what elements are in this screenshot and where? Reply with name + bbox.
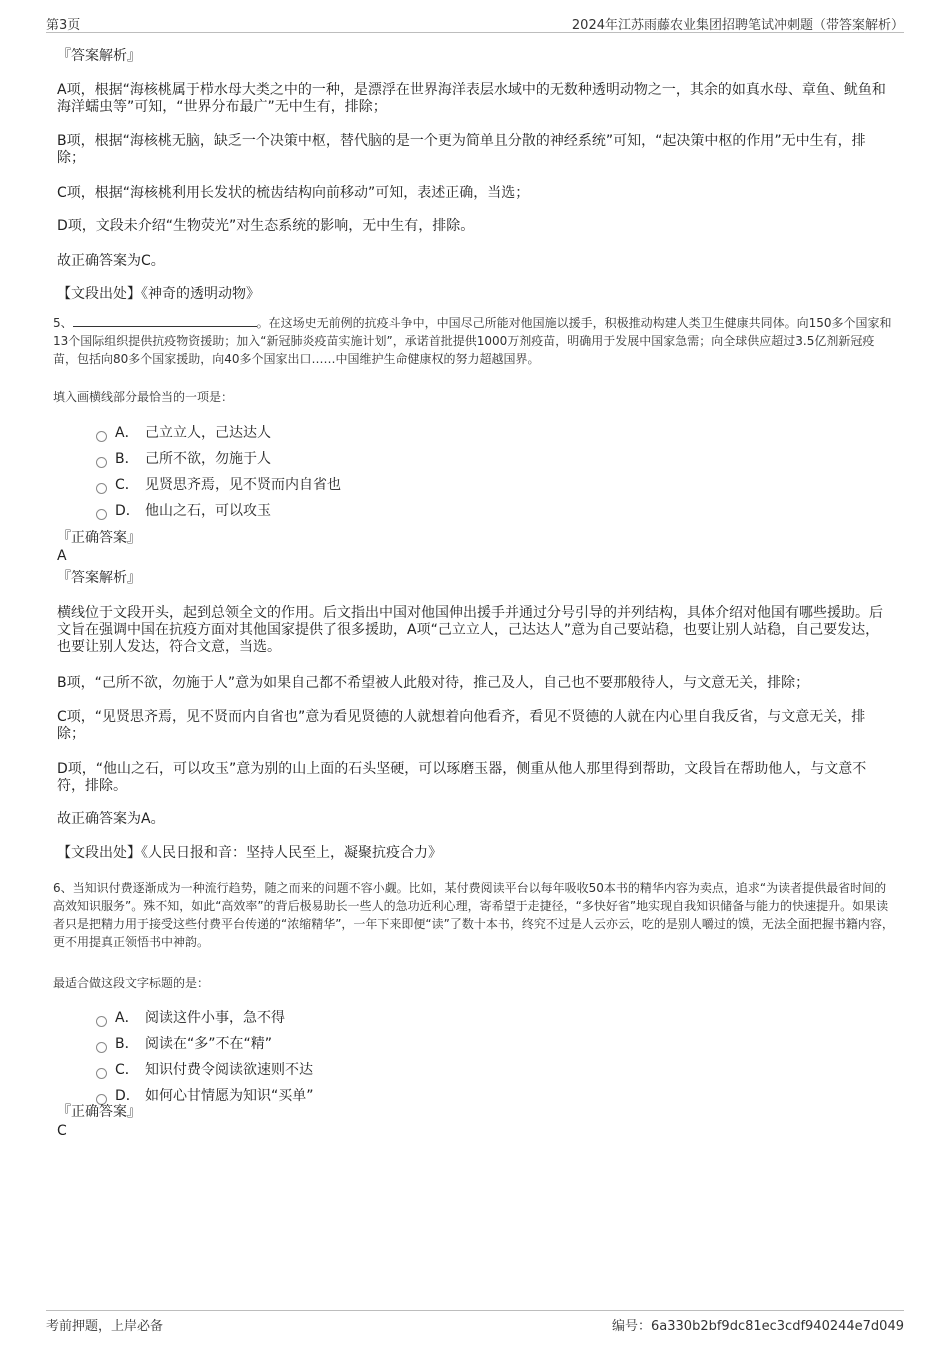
q4-analysis-d: D项，文段未介绍“生物荧光”对生态系统的影响，无中生有，排除。 <box>57 218 475 234</box>
q4-analysis-a: A项，根据“海核桃属于栉水母大类之中的一种，是漂浮在世界海洋表层水域中的无数种透明动物之一，其余的如真水母、章鱼、鱿鱼和海洋蠕虫等”可知，“世界分布最广”无中生有，排除； <box>57 82 886 115</box>
q5-answer-label: 『正确答案』 <box>57 530 141 546</box>
q4-source: 【文段出处】《神奇的透明动物》 <box>57 286 260 302</box>
page-header <box>46 14 904 33</box>
q6-answer: C <box>57 1123 67 1139</box>
q5-stem <box>53 314 895 368</box>
q6-option-b[interactable]: B． 阅读在“多”不在“精” <box>96 1035 272 1053</box>
radio-icon[interactable] <box>96 483 107 494</box>
radio-icon[interactable] <box>96 509 107 520</box>
q4-conclusion: 故正确答案为C。 <box>57 253 165 269</box>
radio-icon[interactable] <box>96 457 107 468</box>
radio-icon[interactable] <box>96 1094 107 1105</box>
q5-option-c[interactable]: C． 见贤思齐焉，见不贤而内自省也 <box>96 476 341 494</box>
radio-icon[interactable] <box>96 1016 107 1027</box>
q5-analysis-label: 『答案解析』 <box>57 570 141 586</box>
footer-slogan: 考前押题，上岸必备 <box>46 1319 164 1334</box>
page-number: 第3页 <box>46 18 81 33</box>
q6-option-a[interactable]: A． 阅读这件小事，急不得 <box>96 1009 285 1027</box>
document-title: 2024年江苏雨藤农业集团招聘笔试冲刺题（带答案解析） <box>571 18 904 33</box>
q5-number: 5、 <box>53 316 73 330</box>
q4-analysis-label: 『答案解析』 <box>57 48 141 64</box>
q5-blank <box>73 314 257 327</box>
radio-icon[interactable] <box>96 1042 107 1053</box>
q4-analysis-b: B项，根据“海核桃无脑，缺乏一个决策中枢，替代脑的是一个更为简单且分散的神经系统”可知，“起决策中枢的作用”无中生有，排除； <box>57 133 866 166</box>
q5-option-a[interactable]: A． 己立立人，己达达人 <box>96 424 271 442</box>
q5-option-b[interactable]: B． 己所不欲，勿施于人 <box>96 450 271 468</box>
q6-option-c[interactable]: C． 知识付费令阅读欲速则不达 <box>96 1061 313 1079</box>
document-id: 编号：6a330b2bf9dc81ec3cdf940244e7d049 <box>612 1319 904 1334</box>
q5-analysis-b: B项，“己所不欲，勿施于人”意为如果自己都不希望被人此般对待，推己及人，自己也不要那般待人，与文意无关，排除； <box>57 675 810 691</box>
q5-conclusion: 故正确答案为A。 <box>57 811 165 827</box>
radio-icon[interactable] <box>96 431 107 442</box>
q4-analysis-c: C项，根据“海核桃利用长发状的梳齿结构向前移动”可知，表述正确，当选； <box>57 185 530 201</box>
q5-analysis-main: 横线位于文段开头，起到总领全文的作用。后文指出中国对他国伸出援手并通过分号引导的并列结构，具体介绍对他国有哪些援助。后文旨在强调中国在抗疫方面对其他国家提供了很多援助，A项“己立立人，己达达人”意为自己要站稳，也要让别人站稳，自己要发达，也要让别人发达，符合文意，当选。 <box>57 605 883 655</box>
q5-option-d[interactable]: D． 他山之石，可以攻玉 <box>96 502 271 520</box>
page-footer <box>46 1310 904 1333</box>
q5-analysis-c: C项，“见贤思齐焉，见不贤而内自省也”意为看见贤德的人就想着向他看齐，看见不贤德的人就在内心里自我反省，与文意无关，排除； <box>57 709 866 742</box>
q6-answer-label: 『正确答案』 <box>57 1104 141 1120</box>
q5-prompt: 填入画横线部分最恰当的一项是： <box>53 390 234 404</box>
q5-source: 【文段出处】《人民日报和音：坚持人民至上，凝聚抗疫合力》 <box>57 845 442 861</box>
radio-icon[interactable] <box>96 1068 107 1079</box>
q5-stem-text: 。在这场史无前例的抗疫斗争中，中国尽己所能对他国施以援手，积极推动构建人类卫生健康共同体。向150多个国家和13个国际组织提供抗疫物资援助；加入“新冠肺炎疫苗实施计划”，承诺首批提供1000万剂疫苗，明确用于发展中国家急需；向全球供应超过3.5亿剂新冠疫苗，包括向80多个国家援助，向40多个国家出口……中国维护生命健康权的努力超越国界。 <box>53 316 892 366</box>
q5-analysis-d: D项，“他山之石，可以攻玉”意为别的山上面的石头坚硬，可以琢磨玉器，侧重从他人那里得到帮助，文段旨在帮助他人，与文意不符，排除。 <box>57 761 867 794</box>
q6-option-d[interactable]: D． 如何心甘情愿为知识“买单” <box>96 1087 314 1105</box>
q6-stem: 6、当知识付费逐渐成为一种流行趋势，随之而来的问题不容小觑。比如，某付费阅读平台以每年吸收50本书的精华内容为卖点，追求“为读者提供最省时间的高效知识服务”。殊不知，如此“高效率”的背后极易助长一些人的急功近利心理，寄希望于走捷径，“多快好省”地实现自我知识储备与能力的快速提升。如果读者只是把精力用于接受这些付费平台传递的“浓缩精华”，一年下来即便“读”了数十本书，终究不过是人云亦云，吃的是别人嚼过的馍，无法全面把握书籍内容，更不用提真正领悟书中神韵。 <box>53 881 894 949</box>
q6-prompt: 最适合做这段文字标题的是： <box>53 976 210 990</box>
q5-answer: A <box>57 548 67 564</box>
